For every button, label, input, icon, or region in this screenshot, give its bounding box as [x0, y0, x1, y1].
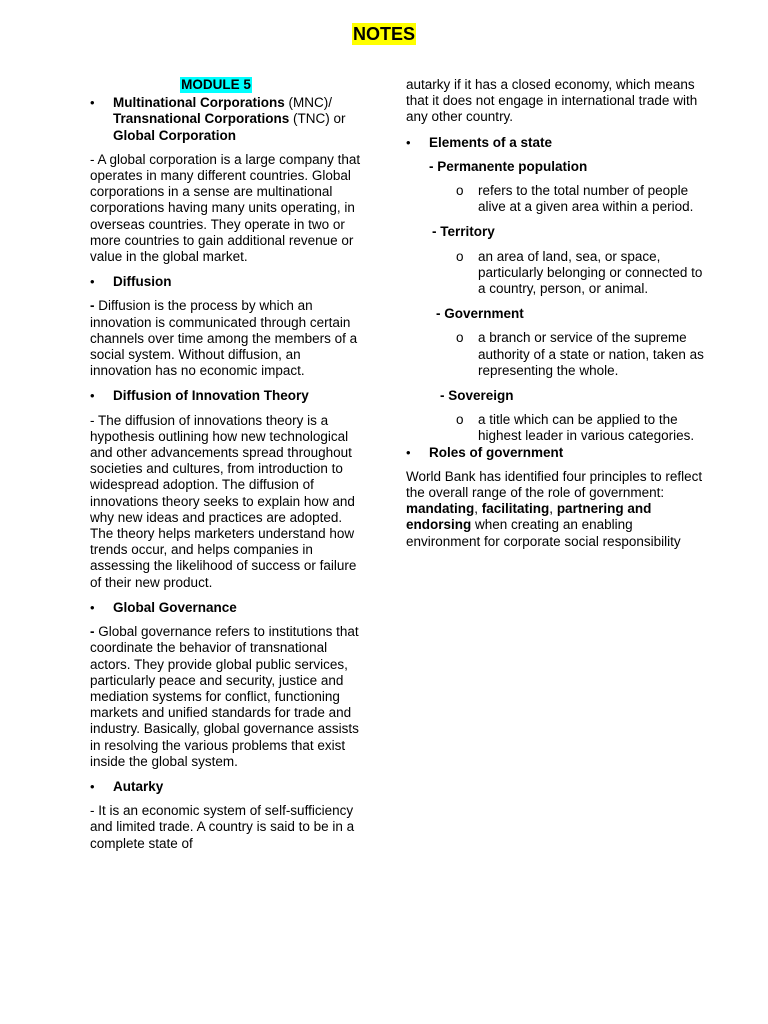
bullet-global-governance — [90, 600, 362, 616]
principle-partnering: partnering and endorsing — [406, 501, 652, 533]
sub-heading-territory: - Territory — [432, 224, 495, 240]
title-wrap — [0, 23, 768, 45]
autarky-paragraph: - It is an economic system of self-sufficiency and limited trade. A country is said to be in a complete state of — [90, 803, 355, 851]
population-item — [406, 183, 706, 215]
government-text: a branch or service of the supreme authority of a state or nation, taken as representing the whole. — [478, 330, 704, 378]
global-corp-term: Global Corporation — [113, 127, 236, 143]
left-column — [90, 77, 362, 861]
right-column — [406, 77, 706, 559]
principle-facilitating: facilitating — [481, 501, 550, 517]
diffusion-theory-paragraph: - The diffusion of innovations theory is a hypothesis outlining how new technological and other advancements spread throughout societies and cultures, from introduction to widespread adoption. The diffusion of innovations theory seeks to explain how and why new ideas and practices are adopted. The theory helps marketers understand how trends occur, and helps companies in assessing the likelihood of success or failure of their new product. — [90, 412, 357, 590]
mnc-term: Multinational Corporations — [113, 95, 285, 111]
principle-mandating: mandating — [406, 501, 475, 517]
sub-heading-population: - Permanente population — [429, 158, 588, 174]
bullet-roles-of-government — [406, 445, 706, 461]
territory-text: an area of land, sea, or space, particularly belonging or connected to a country, person, or animal. — [478, 248, 703, 297]
bullet-diffusion — [90, 274, 362, 290]
diffusion-theory-heading: Diffusion of Innovation Theory — [113, 388, 309, 404]
governance-dash: - — [90, 624, 95, 640]
diffusion-heading: Diffusion — [113, 274, 172, 290]
bullet-icon: • — [90, 95, 95, 111]
bullet-icon: • — [90, 599, 95, 615]
sovereign-text: a title which can be applied to the highest leader in various categories. — [478, 412, 695, 444]
circle-bullet-icon: o — [456, 248, 464, 264]
circle-bullet-icon: o — [456, 330, 464, 346]
bullet-icon: • — [90, 778, 95, 794]
bullet-icon: • — [90, 274, 95, 290]
autarky-continued-paragraph: autarky if it has a closed economy, which means that it does not engage in international trade with any other country. — [406, 77, 698, 125]
global-governance-paragraph — [90, 624, 362, 770]
bullet-diffusion-theory — [90, 388, 362, 404]
tnc-abbrev: (TNC) or — [289, 111, 346, 127]
territory-item — [406, 249, 706, 298]
circle-bullet-icon: o — [456, 183, 464, 199]
bullet-elements-of-state — [406, 135, 706, 151]
tnc-term: Transnational Corporations — [113, 111, 290, 127]
elements-heading: Elements of a state — [429, 134, 553, 150]
bullet-icon: • — [406, 134, 411, 150]
diffusion-paragraph — [90, 298, 362, 379]
diffusion-text: Diffusion is the process by which an innovation is communicated through certain channels over time among the members of a social system. Without diffusion, an innovation has no economic impact. — [90, 298, 358, 379]
sub-heading-sovereign: - Sovereign — [440, 388, 514, 404]
module-heading: MODULE 5 — [181, 77, 251, 92]
bullet-icon: • — [406, 444, 411, 460]
roles-text-1: World Bank has identified four principles to reflect the overall range of the role of government: — [406, 468, 703, 501]
global-governance-heading: Global Governance — [113, 599, 237, 615]
diffusion-dash: - — [90, 298, 95, 314]
bullet-autarky — [90, 779, 362, 795]
bullet-corporations — [90, 95, 362, 144]
bullet-icon: • — [90, 388, 95, 404]
roles-text-2: when creating an enabling environment for corporate social responsibility — [406, 517, 681, 549]
module-heading-wrap — [90, 77, 362, 93]
autarky-heading: Autarky — [113, 778, 164, 794]
roles-heading: Roles of government — [429, 444, 564, 460]
government-item — [406, 330, 706, 379]
sub-heading-government: - Government — [436, 306, 524, 322]
global-corporation-paragraph: - A global corporation is a large company that operates in many different countries. Global corporations in a sense are multinational corporations having many units operating, in overseas countries. They operate in two or more countries to gain additional revenue or value in the global market. — [90, 151, 361, 265]
circle-bullet-icon: o — [456, 412, 464, 428]
page-title: NOTES — [352, 24, 415, 44]
roles-paragraph — [406, 469, 706, 550]
roles-comma-2: , — [549, 501, 557, 517]
governance-text: Global governance refers to institutions that coordinate the behavior of transnational actors. They provide global public services, particularly peace and security, justice and mediation systems for conflict, functioning markets and unified standards for trade and industry. Basically, global governance assists in resolving the various problems that exist inside the global system. — [90, 624, 359, 769]
roles-comma-1: , — [474, 501, 482, 517]
population-text: refers to the total number of people alive at a given area within a period. — [478, 183, 694, 215]
sovereign-item — [406, 412, 706, 444]
mnc-abbrev: (MNC)/ — [284, 95, 332, 111]
